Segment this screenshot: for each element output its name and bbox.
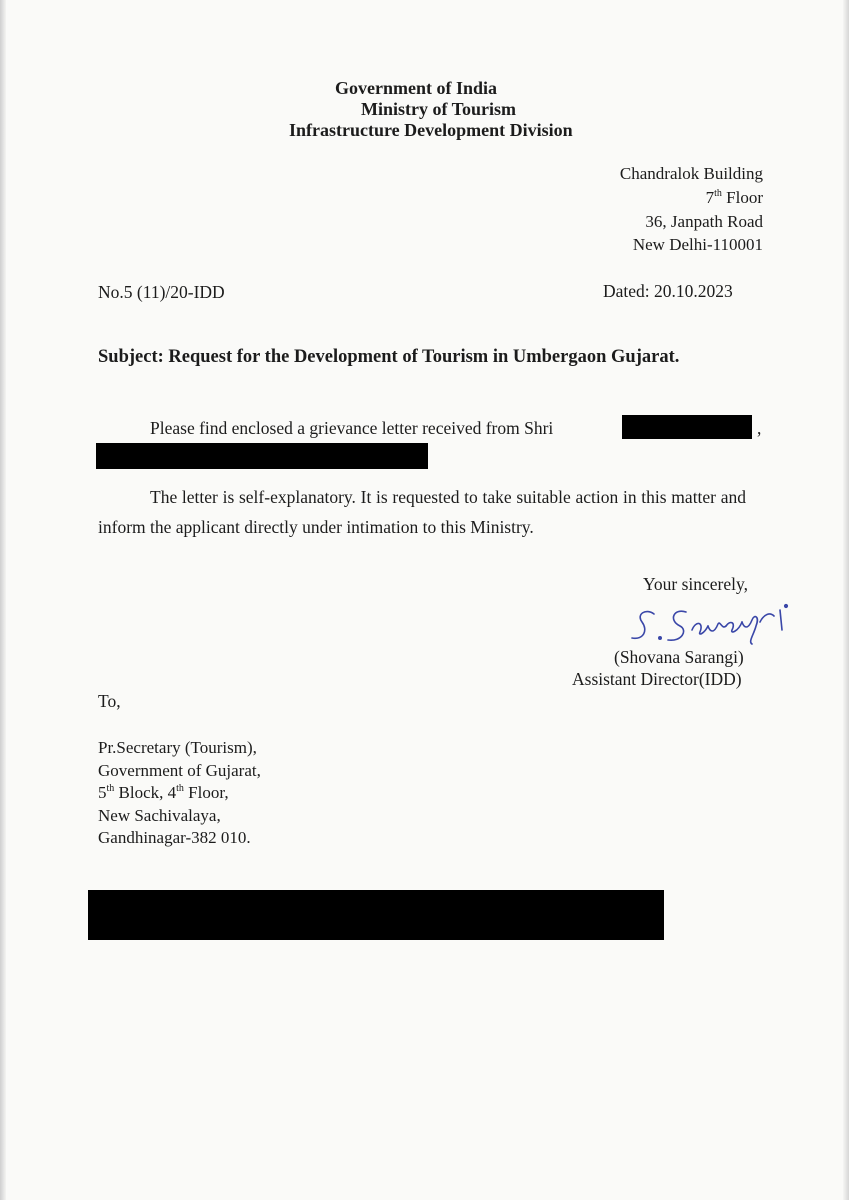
reference-number: No.5 (11)/20-IDD bbox=[98, 282, 225, 302]
address-building: Chandralok Building bbox=[619, 164, 763, 183]
signature-drawing bbox=[624, 600, 814, 650]
recipient-address bbox=[98, 737, 261, 850]
address-street: 36, Janpath Road bbox=[645, 212, 763, 231]
recipient-government: Government of Gujarat, bbox=[98, 760, 261, 780]
letterhead-division: Infrastructure Development Division bbox=[289, 120, 573, 140]
recipient-title: Pr.Secretary (Tourism), bbox=[98, 738, 257, 757]
address-floor: 7th Floor bbox=[705, 188, 763, 207]
recipient-block-floor: 5th Block, 4th Floor, bbox=[98, 783, 229, 802]
paragraph-two: The letter is self-explanatory. It is requested to take suitable action in this matter and inform the applicant directly under intimation to this Ministry. bbox=[98, 487, 746, 537]
redacted-footer bbox=[88, 890, 664, 940]
recipient-building: New Sachivalaya, bbox=[98, 805, 221, 825]
signatory-designation: Assistant Director(IDD) bbox=[572, 669, 742, 689]
letterhead-ministry: Ministry of Tourism bbox=[361, 99, 517, 119]
letter-date: Dated: 20.10.2023 bbox=[603, 281, 733, 301]
subject-line: Subject: Request for the Development of Tourism in Umbergaon Gujarat. bbox=[98, 347, 680, 367]
signature bbox=[624, 600, 814, 650]
recipient-to: To, bbox=[98, 691, 121, 711]
redacted-name bbox=[622, 415, 752, 439]
signatory-name: (Shovana Sarangi) bbox=[614, 647, 744, 667]
scan-edge-left bbox=[0, 0, 6, 1200]
paragraph-one: Please find enclosed a grievance letter received from Shri bbox=[150, 418, 554, 438]
letterhead-government: Government of India bbox=[335, 78, 497, 98]
address-city: New Delhi-110001 bbox=[632, 235, 763, 254]
recipient-city: Gandhinagar-382 010. bbox=[98, 828, 251, 847]
redacted-address bbox=[96, 443, 428, 469]
scan-edge-right bbox=[843, 0, 849, 1200]
paragraph-one-comma: , bbox=[757, 418, 762, 438]
closing-salutation: Your sincerely, bbox=[643, 574, 748, 594]
